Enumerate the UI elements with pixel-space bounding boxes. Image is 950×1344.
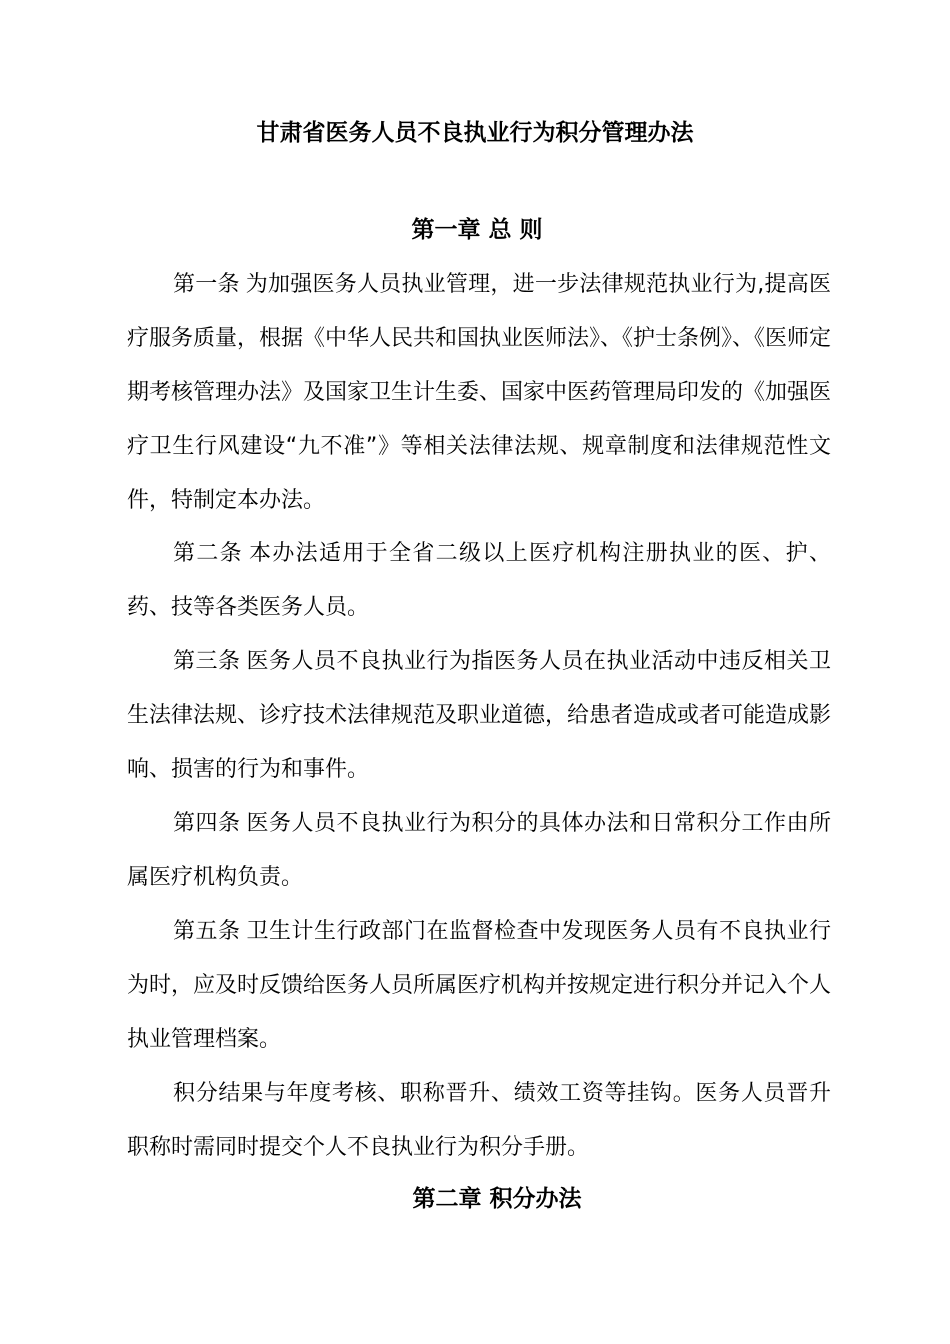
article-3-number: 第三条 xyxy=(173,649,241,674)
article-1-text: 为加强医务人员执业管理，进一步法律规范执业行为,提高医疗服务质量，根据《中华人民共和国执业医师法》、《护士条例》、《医师定期考核管理办法》及国家卫生计生委、国家中医药管理局印发的《加强医疗卫生行风建设“九不准”》等相关法律法规、规章制度和法律规范性文件，特制定本办法。 xyxy=(127,272,832,513)
article-4 xyxy=(127,797,831,905)
article-5-text: 卫生计生行政部门在监督检查中发现医务人员有不良执业行为时，应及时反馈给医务人员所属医疗机构并按规定进行积分并记入个人执业管理档案。 xyxy=(127,919,832,1052)
chapter-1-heading: 第一章 总 则 xyxy=(411,217,543,243)
article-5 xyxy=(127,905,831,1067)
article-5-continuation: 积分结果与年度考核、职称晋升、绩效工资等挂钩。医务人员晋升职称时需同时提交个人不良执业行为积分手册。 xyxy=(127,1081,831,1160)
document-title: 甘肃省医务人员不良执业行为积分管理办法 xyxy=(256,120,694,146)
chapter-2-heading: 第二章 积分办法 xyxy=(412,1186,582,1212)
article-2 xyxy=(127,527,831,635)
article-3 xyxy=(127,635,831,797)
article-1-number: 第一条 xyxy=(173,272,240,297)
article-1 xyxy=(127,258,831,528)
article-2-number: 第二条 xyxy=(173,541,243,566)
article-4-number: 第四条 xyxy=(173,811,241,836)
article-5-number: 第五条 xyxy=(173,919,241,944)
article-2-text: 本办法适用于全省二级以上医疗机构注册执业的医、护、药、技等各类医务人员。 xyxy=(127,541,831,620)
article-3-text: 医务人员不良执业行为指医务人员在执业活动中违反相关卫生法律法规、诊疗技术法律规范及职业道德，给患者造成或者可能造成影响、损害的行为和事件。 xyxy=(127,649,832,782)
article-4-text: 医务人员不良执业行为积分的具体办法和日常积分工作由所属医疗机构负责。 xyxy=(127,811,831,890)
